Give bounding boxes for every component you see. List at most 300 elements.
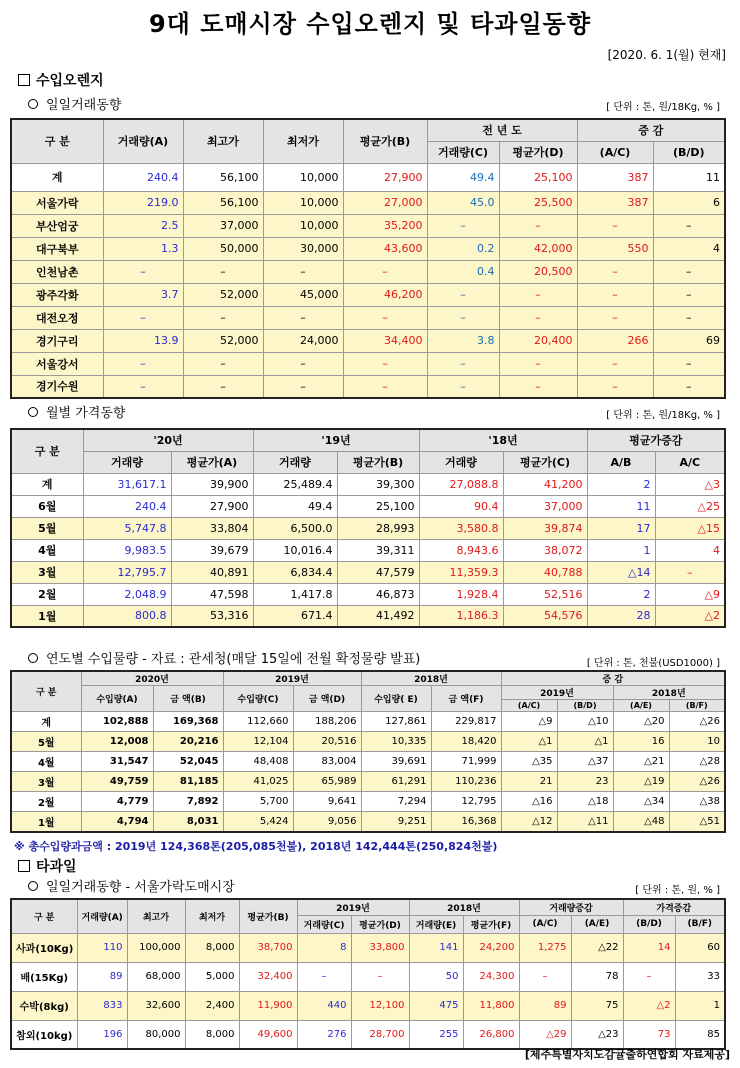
table-cell: 25,100	[499, 163, 577, 191]
page-title: 9대 도매시장 수입오렌지 및 타과일동향	[148, 10, 592, 38]
fruit-daily-title: 일일거래동향 - 서울가락도매시장	[22, 876, 235, 895]
table-cell: 24,000	[263, 329, 343, 352]
table-cell: 12,795	[431, 792, 501, 812]
table-cell: –	[577, 260, 653, 283]
col-chg-2018: 2018년	[613, 686, 725, 700]
col-change: 증 감	[501, 671, 725, 686]
table-row	[11, 352, 725, 375]
table-cell: –	[427, 352, 499, 375]
table-cell: 33	[675, 962, 725, 991]
table-cell: 141	[409, 933, 463, 962]
table-cell: –	[577, 283, 653, 306]
table-row	[11, 792, 725, 812]
import-total-note: ※ 총수입량과금액 : 2019년 124,368톤(205,085천불), 2018년 142,444톤(250,824천불)	[14, 840, 498, 853]
table-cell: 11	[653, 163, 725, 191]
col-vol-c: 거래량(C)	[297, 915, 351, 933]
table-cell: 25,489.4	[253, 473, 337, 495]
row-label: 경기수원	[11, 375, 103, 398]
table-cell: –	[103, 352, 183, 375]
row-label: 1월	[11, 605, 83, 627]
col-vol-e: 거래량(E)	[409, 915, 463, 933]
row-label: 6월	[11, 495, 83, 517]
col-qty-c: 수입량(C)	[223, 686, 293, 712]
table-cell: △14	[587, 561, 655, 583]
table-cell: –	[577, 214, 653, 237]
table-cell: –	[653, 375, 725, 398]
table-cell: 550	[577, 237, 653, 260]
col-2020: '20년	[83, 429, 253, 451]
row-label: 2월	[11, 792, 81, 812]
col-volume: 거래량(A)	[77, 899, 127, 933]
col-vol-20: 거래량	[83, 451, 171, 473]
table-cell: 31,617.1	[83, 473, 171, 495]
table-cell: 12,008	[81, 732, 153, 752]
row-label: 경기구리	[11, 329, 103, 352]
table-cell: 49.4	[427, 163, 499, 191]
table-cell: 39,691	[361, 752, 431, 772]
col-r-bd: (B/D)	[557, 700, 613, 712]
table-row	[11, 473, 725, 495]
table-cell: 2,048.9	[83, 583, 171, 605]
table-cell: 28,700	[351, 1020, 409, 1049]
table-cell: 69	[653, 329, 725, 352]
table-cell: 8	[297, 933, 351, 962]
table-cell: 45,000	[263, 283, 343, 306]
table-cell: 26,800	[463, 1020, 519, 1049]
square-bullet-icon	[18, 860, 30, 872]
row-label: 1월	[11, 812, 81, 832]
table-row	[11, 214, 725, 237]
table-cell: 833	[77, 991, 127, 1020]
table-cell: 0.4	[427, 260, 499, 283]
table-cell: –	[653, 306, 725, 329]
table-cell: 112,660	[223, 712, 293, 732]
table-cell: 52,045	[153, 752, 223, 772]
table-cell: 6,500.0	[253, 517, 337, 539]
table-cell: 52,516	[503, 583, 587, 605]
table-cell: 35,200	[343, 214, 427, 237]
col-high: 최고가	[183, 119, 263, 163]
col-prev-avg: 평균가(D)	[499, 141, 577, 163]
table-cell: 25,500	[499, 191, 577, 214]
table-cell: 41,492	[337, 605, 419, 627]
table-cell: 10,335	[361, 732, 431, 752]
table-cell: 49.4	[253, 495, 337, 517]
orange-monthly-table	[10, 428, 726, 628]
table-cell: 60	[675, 933, 725, 962]
row-label: 4월	[11, 539, 83, 561]
table-cell: –	[519, 962, 571, 991]
col-avg-b: 평균가(B)	[337, 451, 419, 473]
table-cell: 11,900	[239, 991, 297, 1020]
col-ac: (A/C)	[577, 141, 653, 163]
table-cell: 6	[653, 191, 725, 214]
table-cell: 33,804	[171, 517, 253, 539]
table-cell: △9	[655, 583, 725, 605]
table-cell: 1,417.8	[253, 583, 337, 605]
table-cell: –	[103, 375, 183, 398]
table-row	[11, 772, 725, 792]
table-cell: –	[263, 306, 343, 329]
col-avg: 평균가(B)	[343, 119, 427, 163]
table-cell: 7,892	[153, 792, 223, 812]
table-cell: –	[351, 962, 409, 991]
row-label: 대전오정	[11, 306, 103, 329]
table-cell: –	[263, 375, 343, 398]
table-cell: 81,185	[153, 772, 223, 792]
col-avg-c: 평균가(C)	[503, 451, 587, 473]
table-cell: 32,600	[127, 991, 185, 1020]
col-volume: 거래량(A)	[103, 119, 183, 163]
table-cell: 18,420	[431, 732, 501, 752]
table-cell: 48,408	[223, 752, 293, 772]
col-2020: 2020년	[81, 671, 223, 686]
table-cell: –	[263, 260, 343, 283]
col-ac: (A/C)	[519, 915, 571, 933]
table-row	[11, 539, 725, 561]
table-cell: –	[577, 375, 653, 398]
table-cell: 11	[587, 495, 655, 517]
table-cell: –	[343, 306, 427, 329]
table-cell: 169,368	[153, 712, 223, 732]
table-cell: △37	[557, 752, 613, 772]
report-date: [2020. 6. 1(월) 현재]	[607, 48, 726, 62]
col-vol-19: 거래량	[253, 451, 337, 473]
col-amt-b: 금 액(B)	[153, 686, 223, 712]
table-cell: –	[103, 306, 183, 329]
table-cell: 2	[587, 583, 655, 605]
col-amt-f: 금 액(F)	[431, 686, 501, 712]
row-label: 계	[11, 473, 83, 495]
table-cell: 54,576	[503, 605, 587, 627]
table-cell: 4,779	[81, 792, 153, 812]
table-row	[11, 329, 725, 352]
table-cell: –	[653, 283, 725, 306]
col-low: 최저가	[185, 899, 239, 933]
col-qty-a: 수입량(A)	[81, 686, 153, 712]
table-cell: 229,817	[431, 712, 501, 732]
table-cell: 3.8	[427, 329, 499, 352]
table-cell: △28	[669, 752, 725, 772]
table-cell: 21	[501, 772, 557, 792]
table-cell: 47,579	[337, 561, 419, 583]
row-label: 계	[11, 163, 103, 191]
table-cell: 8,000	[185, 933, 239, 962]
table-cell: 110	[77, 933, 127, 962]
import-volume-title: 연도별 수입물량 - 자료 : 관세청(매달 15일에 전월 확정물량 발표)	[22, 648, 420, 667]
table-row	[11, 495, 725, 517]
table-cell: 9,251	[361, 812, 431, 832]
table-cell: 255	[409, 1020, 463, 1049]
circle-bullet-icon	[28, 99, 38, 109]
row-label: 계	[11, 712, 81, 732]
col-2018: '18년	[419, 429, 587, 451]
row-label: 3월	[11, 772, 81, 792]
table-row	[11, 933, 725, 962]
table-cell: 20,216	[153, 732, 223, 752]
source-credit: [제주특별자치도감귤출하연합회 자료제공]	[524, 1048, 730, 1061]
table-cell: 10,000	[263, 191, 343, 214]
table-cell: △34	[613, 792, 669, 812]
table-cell: –	[499, 352, 577, 375]
col-prev-year: 전 년 도	[427, 119, 577, 141]
table-cell: 6,834.4	[253, 561, 337, 583]
table-cell: –	[343, 352, 427, 375]
row-label: 광주각화	[11, 283, 103, 306]
col-gubun: 구 분	[11, 671, 81, 712]
col-r-bf: (B/F)	[669, 700, 725, 712]
table-cell: 8,031	[153, 812, 223, 832]
table-cell: –	[343, 260, 427, 283]
table-cell: 53,316	[171, 605, 253, 627]
table-cell: 10,000	[263, 214, 343, 237]
table-cell: 38,700	[239, 933, 297, 962]
table-cell: △2	[623, 991, 675, 1020]
table-cell: 40,891	[171, 561, 253, 583]
table-cell: 30,000	[263, 237, 343, 260]
table-cell: 46,873	[337, 583, 419, 605]
table-cell: 61,291	[361, 772, 431, 792]
table-cell: 50	[409, 962, 463, 991]
table-row	[11, 962, 725, 991]
square-bullet-icon	[18, 74, 30, 86]
table-cell: △16	[501, 792, 557, 812]
col-rate: 평균가증감	[587, 429, 725, 451]
table-cell: 387	[577, 163, 653, 191]
table-cell: 4	[655, 539, 725, 561]
table-cell: 31,547	[81, 752, 153, 772]
table-cell: 41,200	[503, 473, 587, 495]
table-cell: 80,000	[127, 1020, 185, 1049]
table-cell: △26	[669, 712, 725, 732]
fruit-daily-table	[10, 898, 726, 1050]
col-avg-d: 평균가(D)	[351, 915, 409, 933]
row-label: 인천남촌	[11, 260, 103, 283]
table-cell: 39,300	[337, 473, 419, 495]
row-label: 2월	[11, 583, 83, 605]
table-cell: 188,206	[293, 712, 361, 732]
col-bf: (B/F)	[675, 915, 725, 933]
table-cell: 27,000	[343, 191, 427, 214]
table-cell: △15	[655, 517, 725, 539]
table-cell: 52,000	[183, 283, 263, 306]
table-cell: 2.5	[103, 214, 183, 237]
table-cell: 1,928.4	[419, 583, 503, 605]
table-cell: 9,983.5	[83, 539, 171, 561]
col-prev-vol: 거래량(C)	[427, 141, 499, 163]
table-cell: 24,200	[463, 933, 519, 962]
row-label: 3월	[11, 561, 83, 583]
table-cell: △10	[557, 712, 613, 732]
col-amt-d: 금 액(D)	[293, 686, 361, 712]
table-cell: 5,424	[223, 812, 293, 832]
col-low: 최저가	[263, 119, 343, 163]
table-cell: 3.7	[103, 283, 183, 306]
col-vol-18: 거래량	[419, 451, 503, 473]
table-cell: –	[499, 283, 577, 306]
col-avg: 평균가(B)	[239, 899, 297, 933]
section-orange-title: 수입오렌지	[18, 70, 104, 90]
col-2018: 2018년	[361, 671, 501, 686]
table-cell: 52,000	[183, 329, 263, 352]
table-cell: 100,000	[127, 933, 185, 962]
table-cell: 78	[571, 962, 623, 991]
table-cell: 7,294	[361, 792, 431, 812]
table-cell: 13.9	[103, 329, 183, 352]
row-label: 5월	[11, 732, 81, 752]
table-cell: –	[653, 260, 725, 283]
orange-import-table	[10, 670, 726, 833]
table-cell: –	[499, 214, 577, 237]
table-cell: 24,300	[463, 962, 519, 991]
table-cell: △19	[613, 772, 669, 792]
table-cell: –	[427, 283, 499, 306]
table-cell: 127,861	[361, 712, 431, 732]
col-qty-e: 수입량( E)	[361, 686, 431, 712]
table-cell: 20,400	[499, 329, 577, 352]
table-row	[11, 163, 725, 191]
col-2019: 2019년	[223, 671, 361, 686]
row-label: 4월	[11, 752, 81, 772]
table-cell: 39,900	[171, 473, 253, 495]
orange-daily-table	[10, 118, 726, 399]
table-cell: 38,072	[503, 539, 587, 561]
table-cell: △48	[613, 812, 669, 832]
table-cell: –	[499, 375, 577, 398]
table-cell: 41,025	[223, 772, 293, 792]
table-cell: 5,747.8	[83, 517, 171, 539]
table-cell: △35	[501, 752, 557, 772]
table-cell: 475	[409, 991, 463, 1020]
col-chg-2019: 2019년	[501, 686, 613, 700]
table-cell: 10,000	[263, 163, 343, 191]
row-label: 참외(10kg)	[11, 1020, 77, 1049]
table-cell: 20,516	[293, 732, 361, 752]
col-gubun: 구 분	[11, 119, 103, 163]
col-change: 증 감	[577, 119, 725, 141]
row-label: 서울가락	[11, 191, 103, 214]
col-2019: 2019년	[297, 899, 409, 915]
section-other-fruits-title: 타과일	[18, 856, 77, 876]
table-cell: 266	[577, 329, 653, 352]
table-cell: –	[183, 306, 263, 329]
col-2018: 2018년	[409, 899, 519, 915]
table-cell: 33,800	[351, 933, 409, 962]
table-cell: △51	[669, 812, 725, 832]
table-cell: △9	[501, 712, 557, 732]
table-cell: △3	[655, 473, 725, 495]
import-unit: [ 단위 : 톤, 천불(USD1000) ]	[586, 658, 720, 669]
table-cell: 49,600	[239, 1020, 297, 1049]
table-cell: 4,794	[81, 812, 153, 832]
table-cell: 3,580.8	[419, 517, 503, 539]
table-cell: 71,999	[431, 752, 501, 772]
table-cell: –	[577, 352, 653, 375]
table-cell: △29	[519, 1020, 571, 1049]
table-cell: 50,000	[183, 237, 263, 260]
table-row	[11, 191, 725, 214]
table-cell: 219.0	[103, 191, 183, 214]
row-label: 대구북부	[11, 237, 103, 260]
table-cell: –	[297, 962, 351, 991]
monthly-trend-title: 월별 가격동향	[22, 402, 125, 421]
table-row	[11, 605, 725, 627]
table-cell: △22	[571, 933, 623, 962]
table-cell: –	[263, 352, 343, 375]
table-row	[11, 283, 725, 306]
table-cell: △23	[571, 1020, 623, 1049]
table-cell: 90.4	[419, 495, 503, 517]
table-cell: 85	[675, 1020, 725, 1049]
table-cell: 56,100	[183, 191, 263, 214]
table-cell: –	[653, 214, 725, 237]
table-cell: 65,989	[293, 772, 361, 792]
table-cell: 25,100	[337, 495, 419, 517]
col-ab: A/B	[587, 451, 655, 473]
table-cell: 9,056	[293, 812, 361, 832]
table-cell: 8,943.6	[419, 539, 503, 561]
col-bd: (B/D)	[623, 915, 675, 933]
table-cell: 27,900	[171, 495, 253, 517]
row-label: 수박(8kg)	[11, 991, 77, 1020]
fruit-unit: [ 단위 : 톤, 원, % ]	[635, 885, 720, 896]
table-cell: 1.3	[103, 237, 183, 260]
col-high: 최고가	[127, 899, 185, 933]
table-cell: 1,186.3	[419, 605, 503, 627]
table-cell: 14	[623, 933, 675, 962]
table-cell: 2,400	[185, 991, 239, 1020]
table-cell: △1	[501, 732, 557, 752]
table-cell: 16,368	[431, 812, 501, 832]
daily-trend-title: 일일거래동향	[22, 94, 121, 113]
col-gubun: 구 분	[11, 899, 77, 933]
table-cell: –	[623, 962, 675, 991]
table-cell: 196	[77, 1020, 127, 1049]
table-cell: 75	[571, 991, 623, 1020]
table-cell: 39,311	[337, 539, 419, 561]
row-label: 서울강서	[11, 352, 103, 375]
table-cell: 68,000	[127, 962, 185, 991]
col-2019: '19년	[253, 429, 419, 451]
table-cell: 37,000	[503, 495, 587, 517]
table-cell: 5,700	[223, 792, 293, 812]
table-row	[11, 752, 725, 772]
table-cell: –	[653, 352, 725, 375]
table-row	[11, 991, 725, 1020]
table-cell: –	[183, 352, 263, 375]
col-r-ae: (A/E)	[613, 700, 669, 712]
table-cell: 73	[623, 1020, 675, 1049]
table-cell: 2	[587, 473, 655, 495]
table-cell: 1,275	[519, 933, 571, 962]
table-row	[11, 812, 725, 832]
table-cell: 42,000	[499, 237, 577, 260]
table-cell: 12,795.7	[83, 561, 171, 583]
table-cell: 800.8	[83, 605, 171, 627]
table-cell: –	[427, 306, 499, 329]
table-cell: –	[183, 375, 263, 398]
table-cell: –	[183, 260, 263, 283]
table-cell: △1	[557, 732, 613, 752]
table-cell: 89	[77, 962, 127, 991]
circle-bullet-icon	[28, 881, 38, 891]
col-avg-f: 평균가(F)	[463, 915, 519, 933]
table-row	[11, 732, 725, 752]
table-cell: 83,004	[293, 752, 361, 772]
table-cell: 12,104	[223, 732, 293, 752]
table-cell: △12	[501, 812, 557, 832]
table-cell: 56,100	[183, 163, 263, 191]
